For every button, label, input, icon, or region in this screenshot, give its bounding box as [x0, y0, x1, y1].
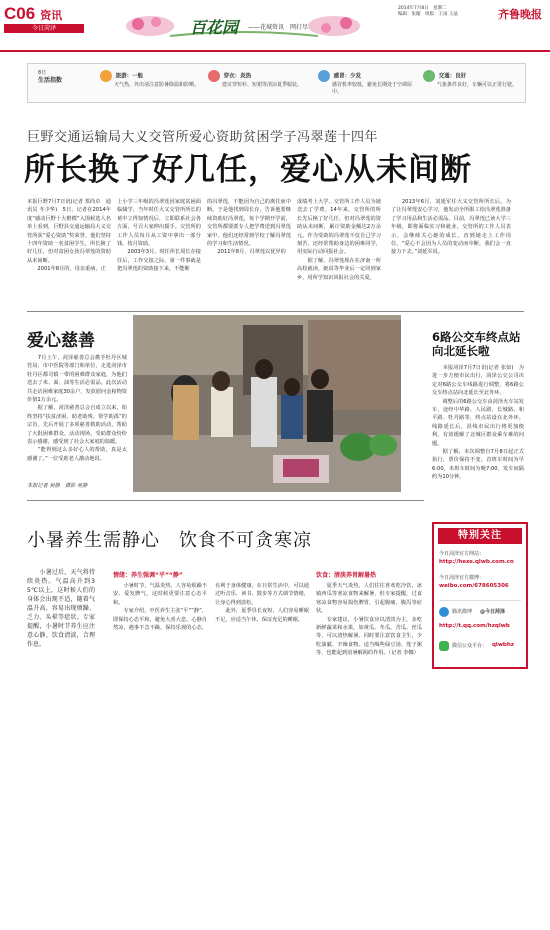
shirt-icon — [208, 70, 220, 82]
article-column-1: 本报巨野7月7日讯(记者 郑尚卓 通讯员 冬少华) 5日，记者在2014年度“感动巨野十大楷模”入围候选人名单上看到，巨野县交通运输局大义交管所获“爱心资助”奖荣誉。他们坚持十四年资助一名贫困学生，所长换了好几任，但对贫困女孩冯翠莲的资助从未间断。 2001年8月的，母亲重病，正 — [27, 199, 111, 273]
tencent-label: 腾讯微博 — [452, 609, 473, 615]
article-column-5: 2013年6月，刘延军任大义交管所所长后，为了让冯翠莲安心学习，他发动全所职工给冯翠莲准备了学习用品和生活必需品。目前，冯翠莲已读大学三年级，即将面临实习和就业，交管所的工作人员表示，会继续关心她的成长，直到她走上工作岗位。“爱心不会因为人员的变动而中断，我们会一直接力下去。”刘延军说。 — [391, 199, 511, 256]
tencent-link[interactable]: http://t.qq.com/hzqlwb — [439, 623, 510, 629]
article-column-3: 的冯翠莲，不能因为自己的离任而中断。于是他找到周长存，告诉他要继续资助好冯翠莲，每个学期开学前，交管所都要派专人把学费送到冯翠莲家中。他们还经常到学校了解冯翠莲的学习和生活情况。 2011年8月，冯翠莲以优异的 — [207, 199, 291, 256]
article-column-2: 上小学三年级的冯翠莲因家庭贫困面临辍学，当年时任大义交管所所长的黄中立得知情况后，立即联系社会各方面，号召大家伸出援手。交管所的工作人员每月从工资中拿出一部分钱，按月资助。 2003年3月，时任所长周长存接任后，工作交接之际，第一件事就是把冯翠莲的资助接下来，不能断 — [117, 199, 201, 273]
charity-credit: 本报记者 吴静 摄影 吴静 — [27, 483, 88, 489]
article-column-4: 成绩考上大学，交管所工作人员为她送去了学费。14年来，交管所的所长先后换了好几任，但对冯翠莲的资助从未间断，累计资助金额达2万余元。作为受助的冯翠莲不仅自己学习刻苦，还经常帮助身边的困难同学，用实际行动回报社会。 据了解，冯翠莲现在在济南一所高校就读，她说等毕业后一定回到家乡，用所学知识回报社会的关爱。 — [297, 199, 381, 281]
weather-item-clothing: 穿衣：炎热 建议穿短衫、短裙等清凉夏季服装。 — [208, 70, 308, 89]
weibo-label: 今日菏泽官方微博： — [439, 575, 485, 581]
website-link[interactable]: http://heze.qlwb.com.cn — [439, 559, 514, 565]
website-label: 今日菏泽官方网站： — [439, 551, 485, 557]
weather-index-box — [27, 63, 526, 103]
diet-body: 夏季天气炎热，人们往往喜欢吃冷饮、冰镇西瓜等寒凉食物来解暑，但专家提醒，过食寒凉食物容易损伤脾胃，引起腹痛、腹泻等症状。 专家建议，小暑饮食应以清淡为主，多吃新鲜蔬菜和水果，如黄瓜、冬瓜、苦瓜、丝瓜等，可以清热解暑。同时要注意饮食卫生，少吃油腻、辛辣食物。适当喝些绿豆汤、莲子粥等，也能起到消暑解渴的作用。（记者 李娜） — [316, 583, 422, 657]
special-title: 特别关注 — [438, 528, 522, 544]
weather-day: 8日 — [38, 70, 47, 76]
weather-item-cold: 感冒：少发 感冒机率较低，避免长期处于空调屋中。 — [318, 70, 418, 96]
sun-icon — [100, 70, 112, 82]
banner-slogan: ——花城资讯 网打尽 — [248, 24, 309, 31]
issue-meta — [398, 6, 478, 18]
box-divider — [439, 600, 521, 601]
wechat-label: 微信公众平台： — [452, 643, 488, 649]
weather-item-traffic: 交通：良好 气象条件良好，车辆可以正常行驶。 — [423, 70, 521, 89]
issue-date: 2014年7月8日 星期二 — [398, 6, 447, 11]
weather-item-travel: 旅游：一般 天气热，外出请注意防暑降温和防晒。 — [100, 70, 200, 89]
section-divider — [27, 311, 524, 312]
editor-line: 编辑：张璇 组版：王雨 王晶 — [398, 12, 458, 17]
emotion-body: 小暑时节，气温炎热，人容易烦躁不安、爱发脾气，这时候更要注意心态平和。 专家介绍，中医养生主张“平”“静”，即保持心态平和，避免大喜大悲。心静自然凉，遇事不急不躁，保持乐观的心态，有利于身体健康。在日常生活中，可以通过听音乐、读书、散步等方式调节情绪，让身心得到放松。 此外，夏季昼长夜短，人们容易睡眠不足，应适当午休，保证充足的睡眠。 — [113, 583, 309, 632]
page-number: C06 — [4, 4, 36, 23]
weather-sublabel: 生活指数 — [38, 77, 63, 84]
car-icon — [423, 70, 435, 82]
section-divider-2 — [27, 500, 424, 501]
bus-route-title: 6路公交车终点站向北延长啦 — [432, 330, 521, 358]
bus-route-body: 本报菏泽7月7日讯(记者 张如) 为进一步方便市民出行，菏泽公交公司决定对6路公交车线路进行调整，将6路公交车终点站向北延长至北外环。 调整后的6路公交车由菏泽火车站发车，途经中华路、人民路、长城路、和平路、牡丹路等，终点站设在北外环。线路延长后，沿线市民出行将更加便利，有效缓解了北城区群众乘车难的问题。 据了解，本次调整自7月8日起正式执行，票价保持不变。首班车时间为早6:00，末班车时间为晚7:00，发车间隔约为10分钟。 — [432, 365, 524, 481]
weibo-link[interactable]: weibo.com/678605306 — [439, 583, 509, 589]
banner — [120, 6, 368, 42]
emotion-subtitle: 情绪：养生强调“平”“静” — [113, 572, 183, 579]
article-kicker: 巨野交通运输局大义交管所爱心资助贫困学子冯翠莲十四年 — [27, 130, 379, 145]
charity-visit-photo — [133, 315, 401, 492]
wechat-icon — [439, 641, 449, 651]
medicine-icon — [318, 70, 330, 82]
special-attention-box — [432, 522, 528, 669]
newspaper-name: 齐鲁晚报 — [498, 8, 542, 21]
flower-decoration-icon — [120, 6, 368, 42]
health-intro: 小暑过后，天气将持续炎热。气温高升到35℃以上，这时候人们的身体会出现不适，随着气温升高，容易出现烦躁、乏力、头晕等症状。专家提醒，小暑时节养生应注意心静、饮食清淡，合理作息。 — [27, 569, 95, 648]
article-headline: 所长换了好几任，爱心从未间断 — [24, 152, 472, 188]
banner-title: 百花园 — [190, 18, 239, 37]
section-name: 资讯 — [40, 9, 63, 22]
charity-title: 爱心慈善 — [27, 331, 95, 351]
health-headline: 小暑养生需静心 饮食不可贪寒凉 — [27, 530, 312, 551]
header-divider — [0, 50, 550, 52]
section-sub-label: 今日菏泽 — [4, 24, 84, 33]
charity-body: 7月上午，菏泽慈善总会携手牡丹区城管局、市中医院等部门和单位，走进菏泽市牡丹区都司镇一带的困难群众家庭，为他们送去了米、面、油等生活必需品。此次活动共走访困难家庭30余户，发放慰问金和物资价值1万余元。 据了解，菏泽慈善总会自成立以来，始终坚持“扶贫济困、助老助残、帮学助孤”的宗旨，先后开展了多项慈善救助活动，帮助了大批困难群众。活动现场，受助群众纷纷表示感谢，感受到了社会大家庭的温暖。 “能得到这么多好心人的帮助，真是太感谢了。”一位受助老人激动地说。 — [27, 355, 127, 462]
tencent-weibo-icon — [439, 607, 449, 617]
diet-subtitle: 饮食：清淡养胃解暑热 — [316, 572, 377, 579]
wechat-id[interactable]: qlwbhz — [492, 642, 514, 648]
tencent-name: @今日菏泽 — [480, 609, 506, 615]
news-photo — [133, 315, 401, 492]
